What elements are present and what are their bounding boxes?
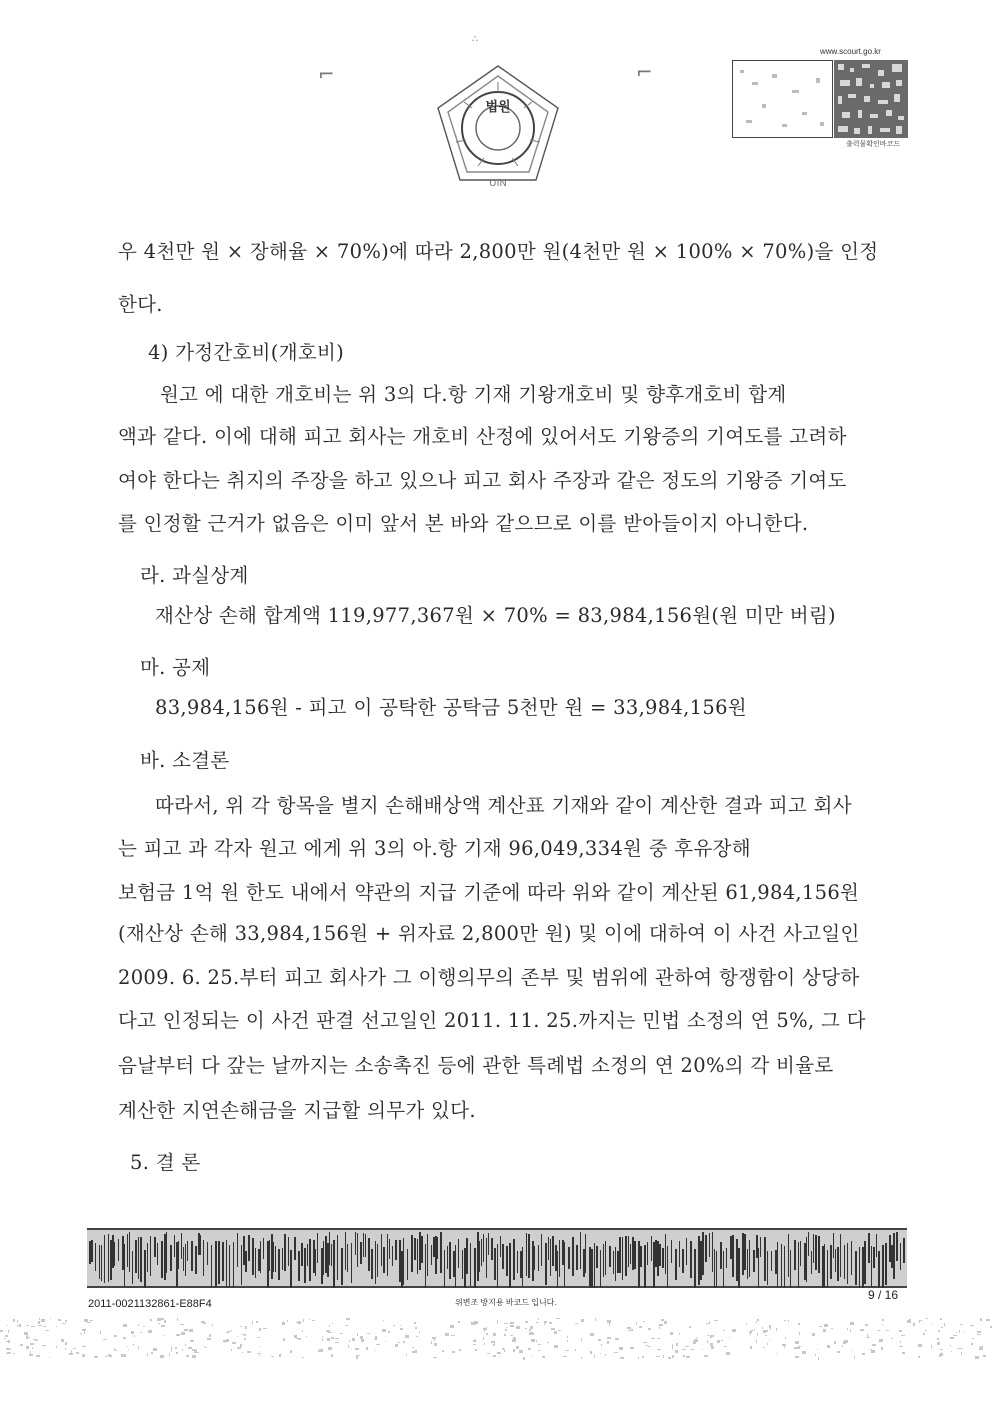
body-line: 를 인정할 근거가 없음은 이미 앞서 본 바와 같으므로 이를 받아들이지 아니한다. bbox=[118, 512, 809, 535]
anti-forgery-barcode bbox=[87, 1228, 907, 1288]
svg-text:UIN: UIN bbox=[489, 178, 507, 189]
body-line: 보험금 1억 원 한도 내에서 약관의 지급 기준에 따라 위와 같이 계산된 61,984,156원 bbox=[118, 881, 860, 904]
section-heading: 4) 가정간호비(개호비) bbox=[148, 341, 345, 364]
body-line: 따라서, 위 각 항목을 별지 손해배상액 계산표 기재와 같이 계산한 결과 피고 회사 bbox=[155, 794, 852, 817]
document-id: 2011-0021132861-E88F4 bbox=[88, 1298, 212, 1310]
section-heading: 바. 소결론 bbox=[140, 749, 230, 772]
qr-url: www.scourt.go.kr bbox=[820, 47, 881, 56]
body-line: 다고 인정되는 이 사건 판결 선고일인 2011. 11. 25.까지는 민법 소정의 연 5%, 그 다 bbox=[118, 1009, 866, 1032]
scan-noise bbox=[0, 1308, 992, 1368]
section-heading: 마. 공제 bbox=[140, 656, 211, 679]
body-line: 여야 한다는 취지의 주장을 하고 있으나 피고 회사 주장과 같은 정도의 기왕증 기여도 bbox=[118, 469, 847, 492]
qr-code-icon bbox=[732, 60, 908, 138]
body-line: 음날부터 다 갚는 날까지는 소송촉진 등에 관한 특례법 소정의 연 20%의 각 비율로 bbox=[118, 1054, 834, 1077]
body-line: 계산한 지연손해금을 지급할 의무가 있다. bbox=[118, 1099, 476, 1122]
section-heading: 라. 과실상계 bbox=[140, 564, 249, 587]
scan-mark: ∴ bbox=[472, 34, 479, 45]
body-line: (재산상 손해 33,984,156원 + 위자료 2,800만 원) 및 이에 대하여 이 사건 사고일인 bbox=[118, 922, 860, 945]
body-line: 한다. bbox=[118, 293, 163, 316]
barcode-caption: 위변조 방지용 바코드 입니다. bbox=[455, 1298, 557, 1307]
section-heading: 5. 결 론 bbox=[130, 1151, 201, 1174]
body-line: 액과 같다. 이에 대해 피고 회사는 개호비 산정에 있어서도 기왕증의 기여도를 고려하 bbox=[118, 425, 847, 448]
body-line: 재산상 손해 합계액 119,977,367원 × 70% = 83,984,156원(원 미만 버림) bbox=[155, 604, 836, 627]
body-line: 2009. 6. 25.부터 피고 회사가 그 이행의무의 존부 및 범위에 관하여 항쟁함이 상당하 bbox=[118, 966, 860, 989]
qr-caption: 출력물확인바코드 bbox=[846, 141, 901, 148]
seal-center-text: 법원 bbox=[485, 100, 511, 115]
body-line: 우 4천만 원 × 장해율 × 70%)에 따라 2,800만 원(4천만 원 × 100% × 70%)을 인정 bbox=[118, 240, 879, 263]
scan-mark: ⌐ bbox=[636, 60, 653, 84]
body-line: 는 피고 과 각자 원고 에게 위 3의 아.항 기재 96,049,334원 중 후유장해 bbox=[118, 837, 751, 860]
body-line: 원고 에 대한 개호비는 위 3의 다.항 기재 기왕개호비 및 향후개호비 합계 bbox=[160, 383, 787, 406]
scan-mark: ⌐ bbox=[318, 62, 335, 86]
body-line: 83,984,156원 - 피고 이 공탁한 공탁금 5천만 원 = 33,984,156원 bbox=[155, 696, 747, 719]
page-number: 9 / 16 bbox=[868, 1288, 899, 1302]
court-seal-icon bbox=[432, 62, 564, 190]
